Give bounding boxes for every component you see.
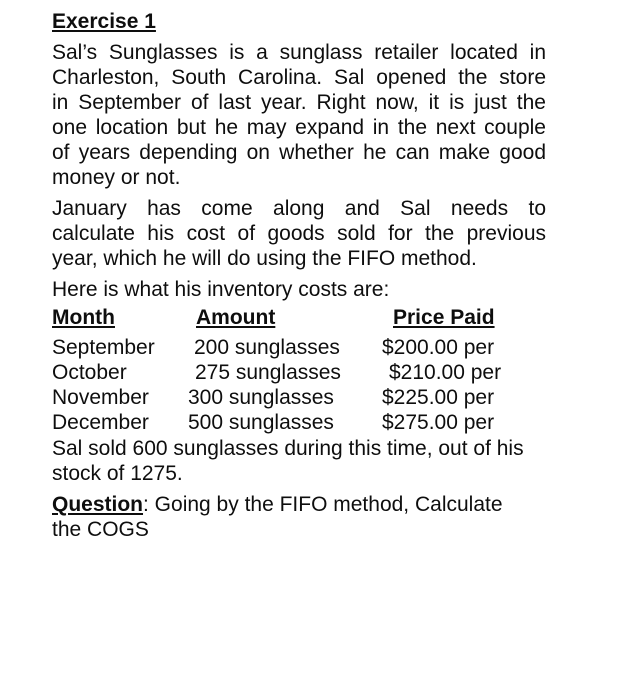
table-cell-amount: 300 sunglasses — [188, 386, 334, 409]
intro-paragraph — [52, 40, 546, 190]
exercise-title: Exercise 1 — [52, 10, 156, 33]
inventory-table — [52, 305, 546, 434]
question-line — [52, 492, 546, 517]
table-cell-month: December — [52, 411, 149, 434]
task-line: year, which he will do using the FIFO method. — [52, 247, 477, 270]
task-line: calculate his cost of goods sold for the previous — [52, 222, 546, 245]
price-header: Price Paid — [393, 306, 495, 329]
table-cell-amount: 500 sunglasses — [188, 411, 334, 434]
sold-line: Sal sold 600 sunglasses during this time, out of his — [52, 437, 524, 460]
table-cell-price: $210.00 per — [389, 361, 502, 384]
table-cell-price: $275.00 per — [382, 411, 495, 434]
intro-line: in September of last year. Right now, it is just the — [52, 91, 546, 114]
intro-line: of years depending on whether he can make good — [52, 141, 546, 164]
task-paragraph — [52, 196, 546, 271]
sold-line: stock of 1275. — [52, 462, 183, 485]
table-cell-month: October — [52, 361, 127, 384]
task-line: January has come along and Sal needs to — [52, 197, 546, 220]
question-text: : Going by the FIFO method, Calculate — [143, 493, 503, 516]
sold-paragraph — [52, 436, 546, 486]
table-cell-month: November — [52, 386, 149, 409]
month-header: Month — [52, 306, 115, 329]
inventory-intro: Here is what his inventory costs are: — [52, 278, 390, 301]
table-cell-month: September — [52, 336, 155, 359]
amount-header: Amount — [196, 306, 276, 329]
table-cell-price: $225.00 per — [382, 386, 495, 409]
intro-line: Sal’s Sunglasses is a sunglass retailer located in — [52, 41, 546, 64]
intro-line: money or not. — [52, 166, 181, 189]
question-line: the COGS — [52, 518, 149, 541]
table-cell-amount: 200 sunglasses — [194, 336, 340, 359]
exercise-document — [52, 9, 546, 542]
table-cell-amount: 275 sunglasses — [195, 361, 341, 384]
question-paragraph — [52, 492, 546, 542]
intro-line: Charleston, South Carolina. Sal opened the store — [52, 66, 546, 89]
table-cell-price: $200.00 per — [382, 336, 495, 359]
question-label: Question — [52, 493, 144, 516]
intro-line: one location but he may expand in the next couple — [52, 116, 546, 139]
